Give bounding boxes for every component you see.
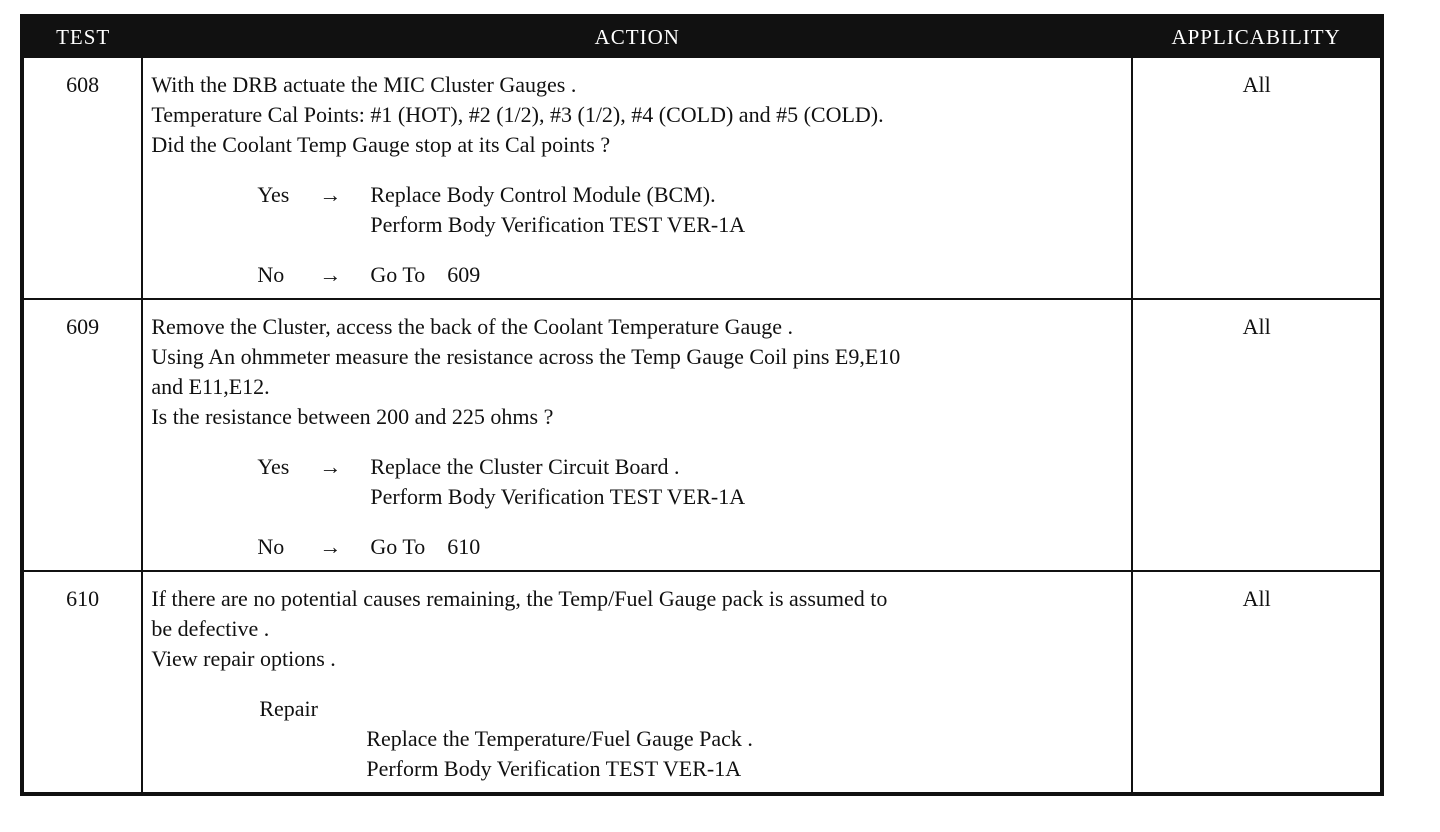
diagnostic-test-table <box>20 14 1384 796</box>
test-row-610 <box>22 571 1382 794</box>
goto-target: 610 <box>447 534 481 559</box>
no-action <box>370 532 480 562</box>
yes-label: Yes <box>257 454 290 479</box>
test-number: 610 <box>22 571 142 794</box>
no-label: No <box>257 534 285 559</box>
table-header <box>22 16 1382 57</box>
yes-action-cont: Perform Body Verification TEST VER-1A <box>370 484 746 509</box>
test-number: 608 <box>22 57 142 299</box>
repair-action-cont: Perform Body Verification TEST VER-1A <box>366 756 742 781</box>
action-line: With the DRB actuate the MIC Cluster Gauges . <box>151 72 577 97</box>
yes-response <box>257 180 1125 210</box>
no-response <box>257 260 1125 290</box>
action-line: Using An ohmmeter measure the resistance across the Temp Gauge Coil pins E9,E10 <box>151 344 901 369</box>
arrow-icon: → <box>319 262 342 287</box>
goto-text: Go To <box>370 534 426 559</box>
goto-text: Go To <box>370 262 426 287</box>
goto-target: 609 <box>447 262 481 287</box>
yes-label: Yes <box>257 182 290 207</box>
yes-action: Replace Body Control Module (BCM). <box>370 182 716 207</box>
repair-action: Replace the Temperature/Fuel Gauge Pack . <box>366 726 753 751</box>
yes-response <box>257 452 1125 482</box>
action-line: be defective . <box>151 616 270 641</box>
test-number: 609 <box>22 299 142 571</box>
action-cell <box>142 57 1132 299</box>
arrow-icon: → <box>319 182 342 207</box>
action-line: Temperature Cal Points: #1 (HOT), #2 (1/2), #3 (1/2), #4 (COLD) and #5 (COLD). <box>151 102 884 127</box>
action-cell <box>142 299 1132 571</box>
action-line: Did the Coolant Temp Gauge stop at its Cal points ? <box>151 132 611 157</box>
no-action <box>370 260 480 290</box>
action-line: View repair options . <box>151 646 336 671</box>
applicability-cell: All <box>1132 299 1382 571</box>
applicability-cell: All <box>1132 571 1382 794</box>
test-row-608 <box>22 57 1382 299</box>
action-line: Is the resistance between 200 and 225 ohms ? <box>151 404 554 429</box>
repair-label: Repair <box>259 696 318 721</box>
header-action: ACTION <box>142 16 1132 57</box>
header-applicability: APPLICABILITY <box>1132 16 1382 57</box>
action-cell <box>142 571 1132 794</box>
arrow-icon: → <box>319 454 342 479</box>
action-line: Remove the Cluster, access the back of the Coolant Temperature Gauge . <box>151 314 794 339</box>
header-row <box>22 16 1382 57</box>
action-line: and E11,E12. <box>151 374 270 399</box>
action-line: If there are no potential causes remaining, the Temp/Fuel Gauge pack is assumed to <box>151 586 888 611</box>
test-row-609 <box>22 299 1382 571</box>
header-test: TEST <box>22 16 142 57</box>
yes-action: Replace the Cluster Circuit Board . <box>370 454 680 479</box>
applicability-cell: All <box>1132 57 1382 299</box>
arrow-icon: → <box>319 534 342 559</box>
no-response <box>257 532 1125 562</box>
yes-action-cont: Perform Body Verification TEST VER-1A <box>370 212 746 237</box>
no-label: No <box>257 262 285 287</box>
